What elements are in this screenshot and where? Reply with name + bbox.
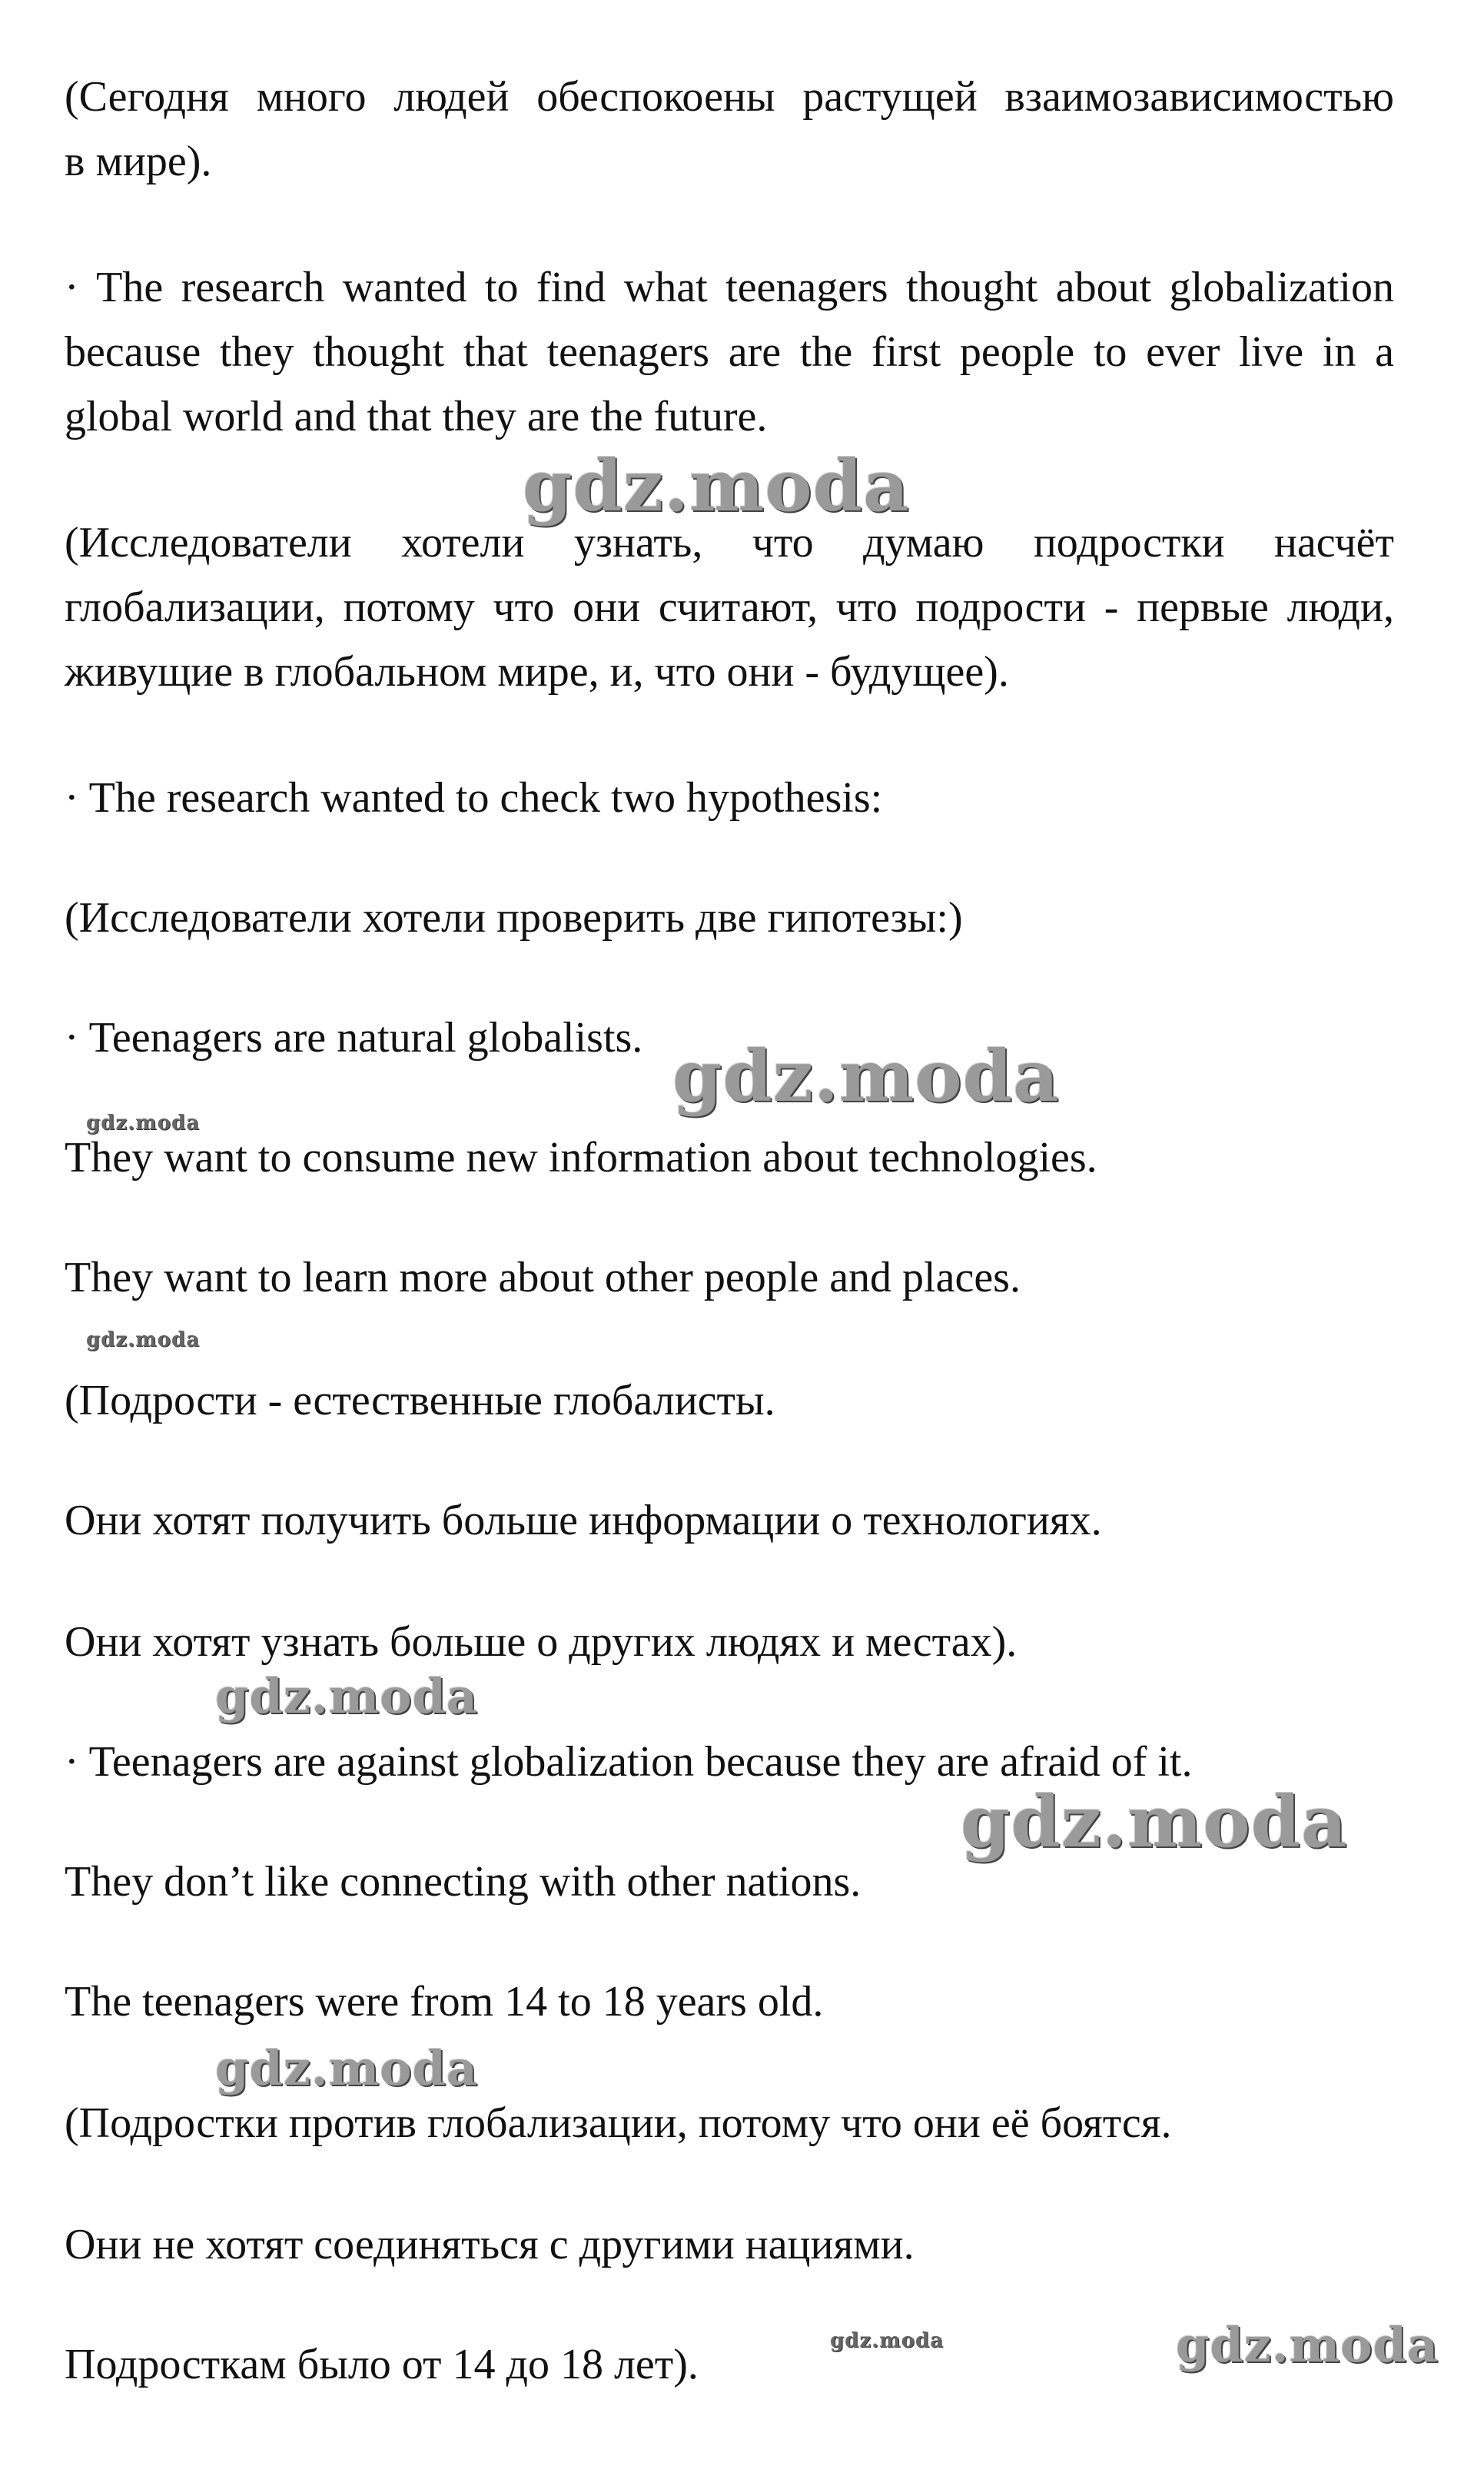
text-line: · Teenagers are natural globalists.: [65, 1014, 643, 1062]
text-line: · The research wanted to check two hypothesis:: [65, 774, 883, 822]
text-line: в мире).: [65, 138, 212, 185]
text-line: (Сегодня много людей обеспокоены растущей взаимозависимостью: [65, 73, 1394, 121]
text-line: Они не хотят соединяться с другими нациями.: [65, 2221, 915, 2268]
text-line: (Исследователи хотели узнать, что думаю подростки насчёт: [65, 519, 1394, 567]
text-line: The teenagers were from 14 to 18 years old.: [65, 1978, 824, 2026]
watermark-logo: gdz.moda: [215, 2040, 478, 2096]
watermark-logo: gdz.moda: [86, 1112, 201, 1135]
text-line: Подросткам было от 14 до 18 лет).: [65, 2341, 699, 2388]
watermark-logo: gdz.moda: [523, 444, 910, 527]
text-line: They want to consume new information about technologies.: [65, 1134, 1097, 1182]
text-line: Они хотят получить больше информации о технологиях.: [65, 1497, 1102, 1544]
text-line: глобализации, потому что они считают, что подрости - первые люди,: [65, 583, 1394, 631]
text-line: · The research wanted to find what teenagers thought about globalization: [65, 264, 1394, 311]
text-line: (Исследователи хотели проверить две гипотезы:): [65, 894, 963, 942]
watermark-logo: gdz.moda: [1176, 2317, 1439, 2373]
watermark-logo: gdz.moda: [672, 1035, 1060, 1118]
watermark-logo: gdz.moda: [215, 1668, 478, 1724]
watermark-logo: gdz.moda: [86, 1328, 201, 1351]
watermark-logo: gdz.moda: [961, 1780, 1348, 1863]
text-line: (Подрости - естественные глобалисты.: [65, 1377, 775, 1424]
text-line: живущие в глобальном мире, и, что они - будущее).: [65, 648, 1009, 696]
text-line: global world and that they are the future.: [65, 393, 768, 440]
text-line: Они хотят узнать больше о других людях и местах).: [65, 1618, 1018, 1666]
text-line: because they thought that teenagers are the first people to ever live in a: [65, 328, 1394, 376]
text-line: They want to learn more about other people and places.: [65, 1254, 1021, 1301]
watermark-logo: gdz.moda: [830, 2329, 945, 2352]
text-line: They don’t like connecting with other nations.: [65, 1858, 862, 1906]
text-line: (Подростки против глобализации, потому что они её боятся.: [65, 2099, 1172, 2147]
text-line: · Teenagers are against globalization because they are afraid of it.: [65, 1738, 1193, 1786]
